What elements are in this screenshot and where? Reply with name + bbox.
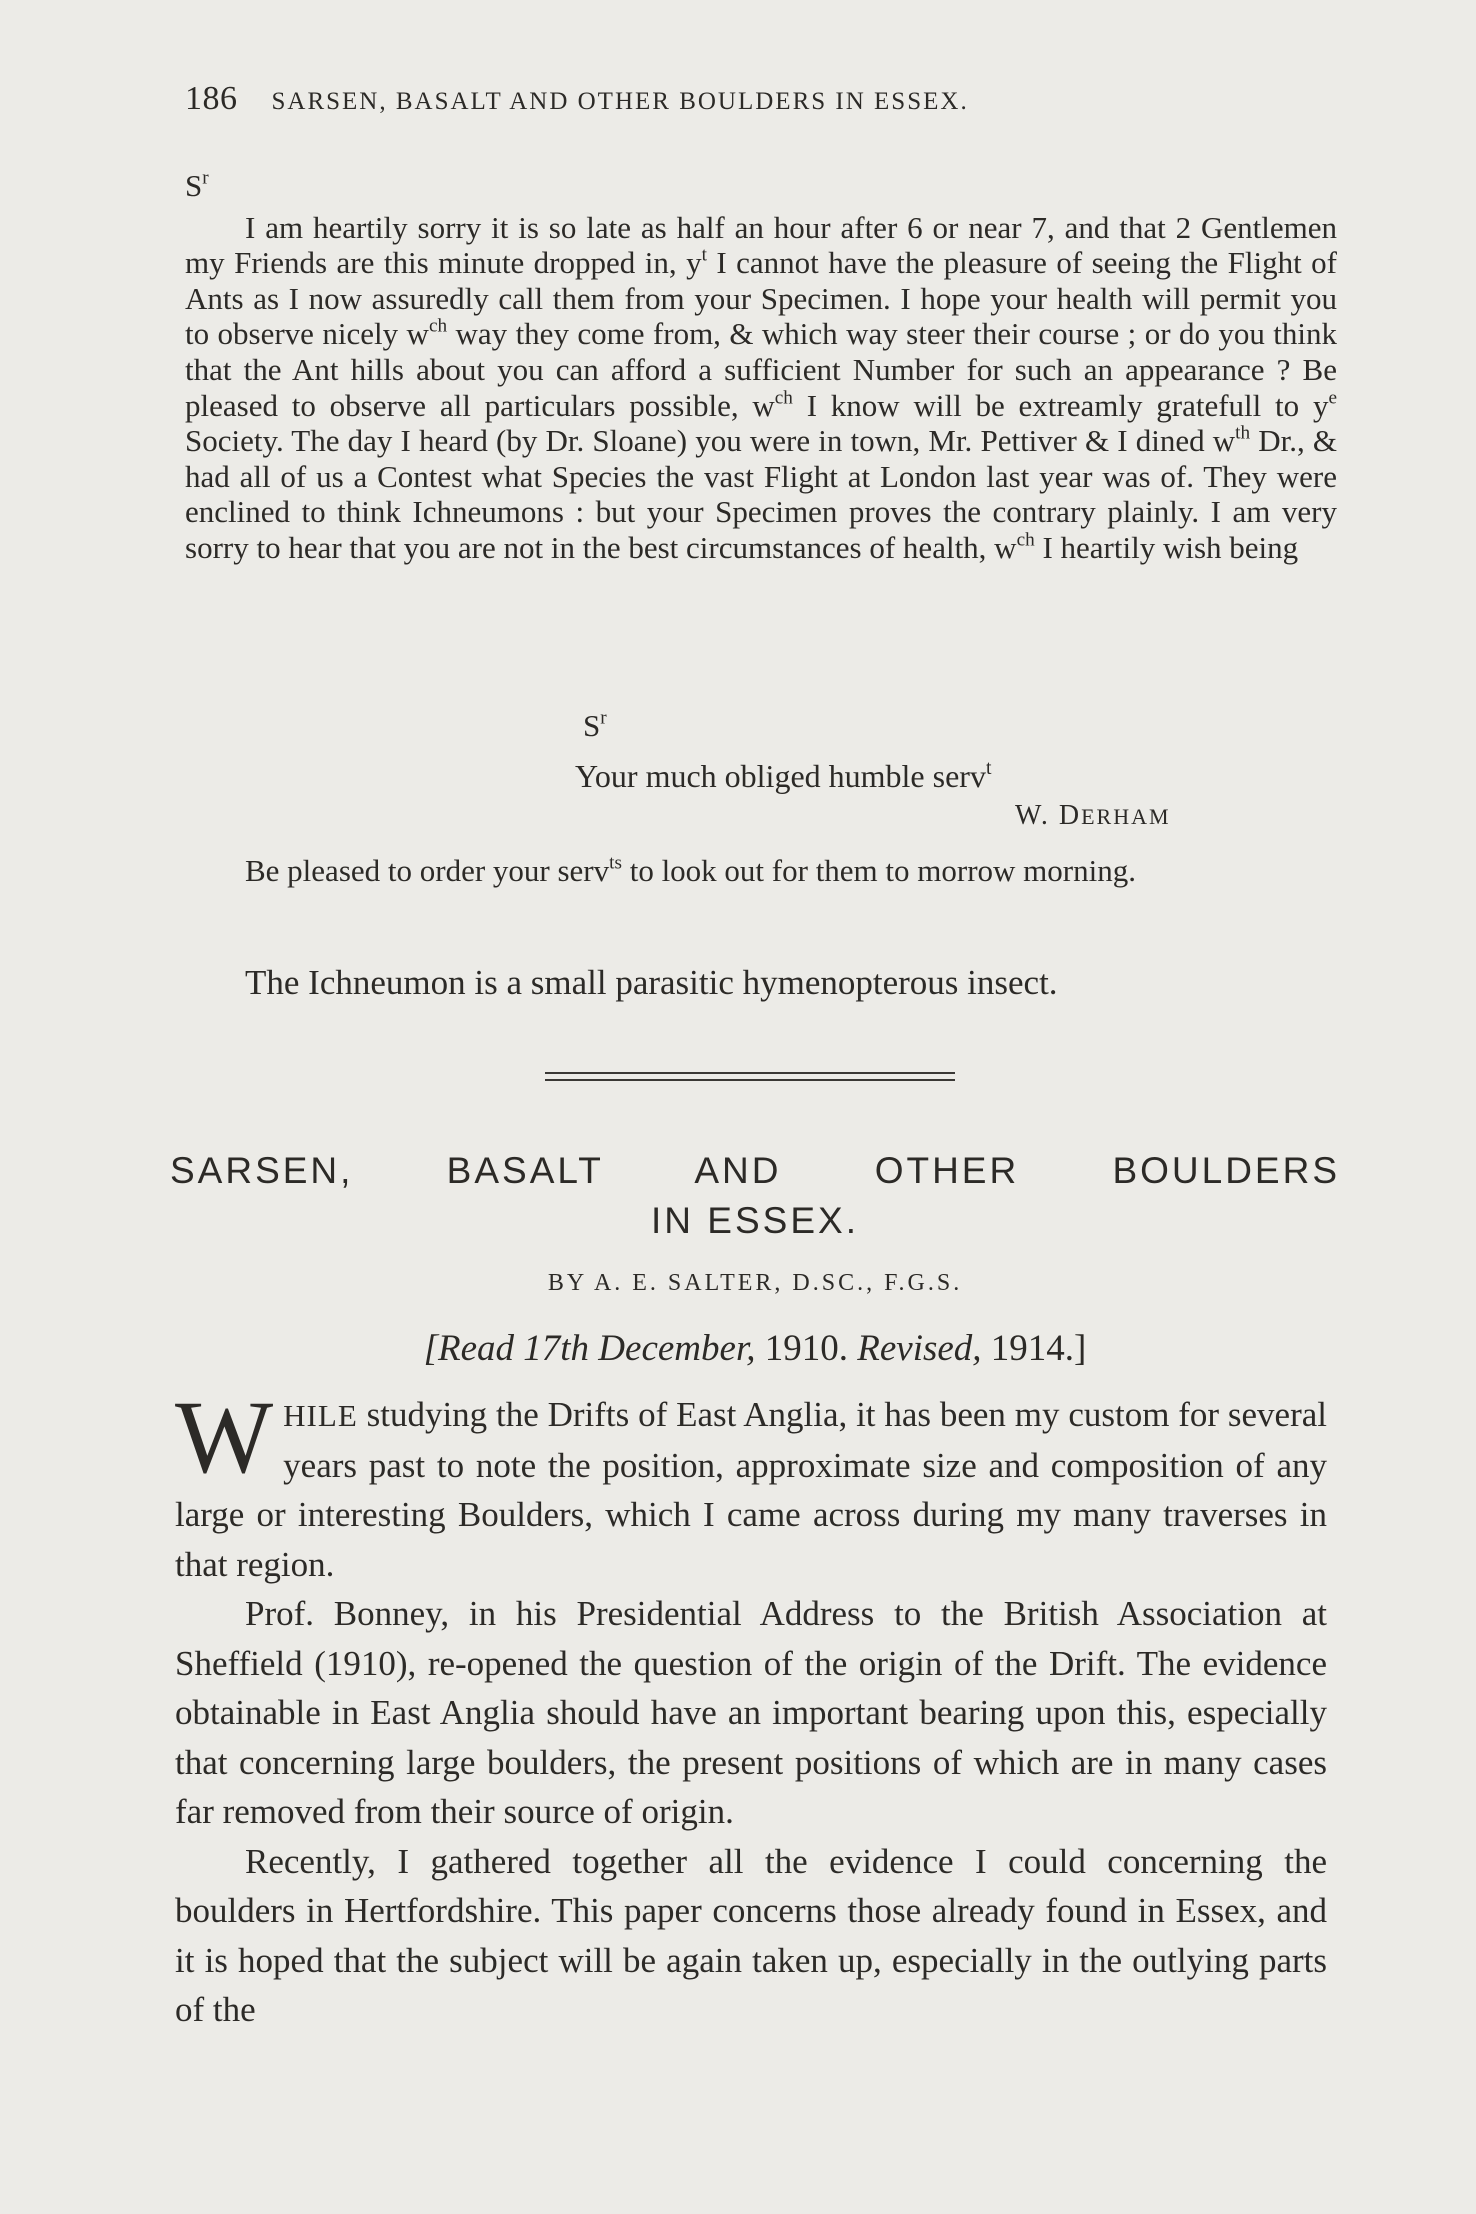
running-head-title: SARSEN, BASALT AND OTHER BOULDERS IN ESSEX.	[271, 88, 969, 115]
article-title	[170, 1146, 1340, 1246]
letter-body	[185, 168, 1337, 566]
drop-cap: W	[175, 1380, 274, 1495]
page-number: 186	[185, 80, 238, 117]
section-divider-bottom	[545, 1079, 955, 1081]
article-byline: BY A. E. SALTER, D.SC., F.G.S.	[547, 1270, 963, 1296]
letter-paragraph: I am heartily sorry it is so late as half an hour after 6 or near 7, and that 2 Gentlemen my Friends are this minute dropped in, $y^t$ I cannot have the pleasure of seeing the Flight of Ants as I now assuredly call them from your Specimen. I hope your health will permit you to observe nicely $w^{ch}$ way they come from, & which way steer their course ; or do you think that the Ant hills about you can afford a sufficient Number for such an appearance ? Be pleased to observe all particulars possible, $w^{ch}$ I know will be extreamly gratefull to $y^e$ Society. The day I heard (by Dr. Sloane) you were in town, Mr. Pettiver & I dined $w^{th}$ Dr., & had all of us a Contest what Species the vast Flight at London last year was of. They were enclined to think Ichneumons : but your Specimen proves the contrary plainly. I am very sorry to hear that you are not in the best circumstances of health, $w^{ch}$ I heartily wish being	[185, 209, 1338, 565]
letter-postscript: Be pleased to order your serv$^{ts}$ to look out for them to morrow morning.	[245, 852, 1136, 888]
article-paragraph-2: Prof. Bonney, in his Presidential Address to the British Association at Sheffield (1910), re-opened the question of the origin of the Drift. The evidence obtainable in East Anglia should have an important bearing upon this, especially that concerning large boulders, the present positions of which are in many cases far removed from their source of origin.	[175, 1594, 1327, 1831]
section-divider-top	[545, 1072, 955, 1074]
article-body	[175, 1380, 1327, 2035]
letter-valediction: Your much obliged humble serv$^t$	[575, 757, 992, 794]
letter-closing-salutation: $S^r$	[583, 707, 607, 743]
article-paragraph-1: WHILE studying the Drifts of East Anglia, it has been my custom for several years past to note the position, approximate size and composition of any large or interesting Boulders, which I came across during my many traverses in that region.	[175, 1380, 1327, 1584]
article-title-line-2: IN ESSEX.	[651, 1200, 859, 1241]
article-paragraph-3: Recently, I gathered together all the evidence I could concerning the boulders in Hertfordshire. This paper concerns those already found in Essex, and it is hoped that the subject will be again taken up, especially in the outlying parts of the	[175, 1841, 1327, 2029]
editor-note: The Ichneumon is a small parasitic hymenopterous insect.	[245, 963, 1058, 1002]
letter-salutation: $S^r$	[185, 167, 209, 203]
article-title-line-1: SARSEN, BASALT AND OTHER BOULDERS	[170, 1150, 1340, 1191]
running-head	[185, 80, 1225, 118]
letter-signature: W. DERHAM	[1015, 800, 1171, 831]
read-date: [Read 17th December, 1910. Revised, 1914.]	[423, 1328, 1087, 1369]
